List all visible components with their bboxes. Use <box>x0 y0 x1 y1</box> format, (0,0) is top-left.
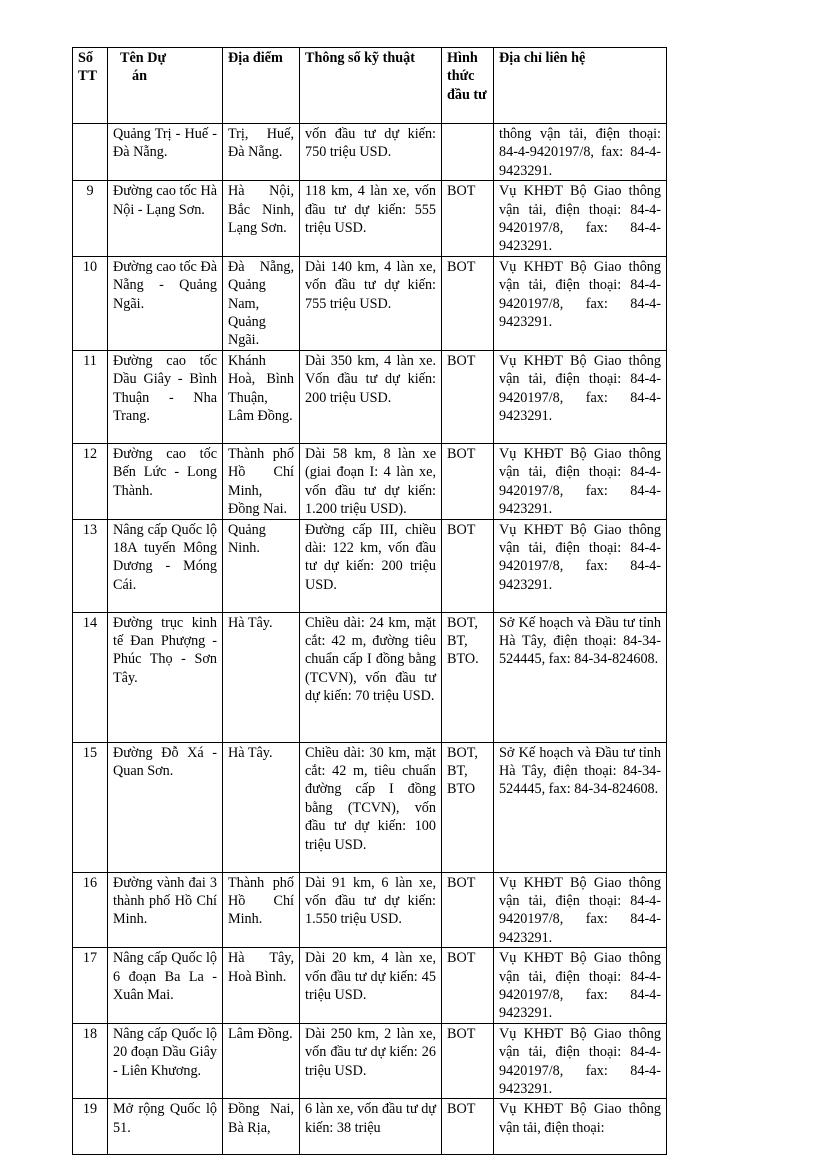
project-table <box>72 47 667 1155</box>
investment-type-cell: BOT, BT, BTO. <box>442 612 494 742</box>
header-stt <box>73 48 108 124</box>
row-number-cell: 16 <box>73 872 108 948</box>
table-row <box>73 872 667 948</box>
location-cell: Đà Nẵng, Quảng Nam, Quảng Ngãi. <box>223 256 300 350</box>
investment-type-cell: BOT <box>442 872 494 948</box>
contact-cell: thông vận tải, điện thoại: 84-4-9420197/8, fax: 84-4-9423291. <box>494 124 667 181</box>
row-number-cell: 17 <box>73 948 108 1024</box>
project-name-cell: Nâng cấp Quốc lộ 18A tuyến Mông Dương - Móng Cái. <box>108 519 223 612</box>
row-number-cell <box>73 124 108 181</box>
table-row <box>73 124 667 181</box>
specs-cell: Dài 250 km, 2 làn xe, vốn đầu tư dự kiến: 26 triệu USD. <box>300 1023 442 1099</box>
investment-type-cell: BOT <box>442 256 494 350</box>
investment-type-cell: BOT <box>442 181 494 257</box>
row-number-cell: 11 <box>73 350 108 443</box>
header-project-name <box>108 48 223 124</box>
contact-cell: Vụ KHĐT Bộ Giao thông vận tải, điện thoại: 84-4-9420197/8, fax: 84-4-9423291. <box>494 256 667 350</box>
project-name-cell: Đường vành đai 3 thành phố Hồ Chí Minh. <box>108 872 223 948</box>
location-cell: Khánh Hoà, Bình Thuận, Lâm Đồng. <box>223 350 300 443</box>
location-cell: Thành phố Hồ Chí Minh. <box>223 872 300 948</box>
investment-type-cell: BOT <box>442 948 494 1024</box>
table-row <box>73 256 667 350</box>
table-row <box>73 948 667 1024</box>
header-stt-line1: Số <box>78 50 93 66</box>
contact-cell: Vụ KHĐT Bộ Giao thông vận tải, điện thoại: 84-4-9420197/8, fax: 84-4-9423291. <box>494 519 667 612</box>
location-cell: Thành phố Hồ Chí Minh, Đồng Nai. <box>223 443 300 519</box>
table-row <box>73 181 667 257</box>
table-row <box>73 1099 667 1155</box>
row-number-cell: 18 <box>73 1023 108 1099</box>
header-specs: Thông số kỹ thuật <box>300 48 442 124</box>
table-row <box>73 350 667 443</box>
header-contact: Địa chỉ liên hệ <box>494 48 667 124</box>
contact-cell: Vụ KHĐT Bộ Giao thông vận tải, điện thoại: <box>494 1099 667 1155</box>
project-name-cell: Đường Đỗ Xá - Quan Sơn. <box>108 742 223 872</box>
row-number-cell: 19 <box>73 1099 108 1155</box>
contact-cell: Vụ KHĐT Bộ Giao thông vận tải, điện thoại: 84-4-9420197/8, fax: 84-4-9423291. <box>494 1023 667 1099</box>
row-number-cell: 14 <box>73 612 108 742</box>
investment-type-cell: BOT <box>442 1023 494 1099</box>
row-number-cell: 13 <box>73 519 108 612</box>
specs-cell: Dài 91 km, 6 làn xe, vốn đầu tư dự kiến: 1.550 triệu USD. <box>300 872 442 948</box>
location-cell: Đồng Nai, Bà Rịa, <box>223 1099 300 1155</box>
location-cell: Trị, Huế, Đà Nẵng. <box>223 124 300 181</box>
specs-cell: Chiều dài: 30 km, mặt cắt: 42 m, tiêu chuẩn đường cấp I đồng bằng (TCVN), vốn đầu tư dự kiến: 100 triệu USD. <box>300 742 442 872</box>
contact-cell: Vụ KHĐT Bộ Giao thông vận tải, điện thoại: 84-4-9420197/8, fax: 84-4-9423291. <box>494 443 667 519</box>
location-cell: Hà Tây, Hoà Bình. <box>223 948 300 1024</box>
specs-cell: vốn đầu tư dự kiến: 750 triệu USD. <box>300 124 442 181</box>
location-cell: Hà Tây. <box>223 612 300 742</box>
header-name-line1: Tên Dự <box>120 50 166 66</box>
specs-cell: 118 km, 4 làn xe, vốn đầu tư dự kiến: 555 triệu USD. <box>300 181 442 257</box>
specs-cell: Dài 20 km, 4 làn xe, vốn đầu tư dự kiến: 45 triệu USD. <box>300 948 442 1024</box>
specs-cell: Dài 140 km, 4 làn xe, vốn đầu tư dự kiến: 755 triệu USD. <box>300 256 442 350</box>
investment-type-cell: BOT, BT, BTO <box>442 742 494 872</box>
project-name-cell: Quảng Trị - Huế - Đà Nẵng. <box>108 124 223 181</box>
contact-cell: Sở Kế hoạch và Đầu tư tỉnh Hà Tây, điện thoại: 84-34-524445, fax: 84-34-824608. <box>494 742 667 872</box>
location-cell: Lâm Đồng. <box>223 1023 300 1099</box>
header-name-line2: án <box>132 68 147 85</box>
investment-type-cell <box>442 124 494 181</box>
contact-cell: Sở Kế hoạch và Đầu tư tỉnh Hà Tây, điện thoại: 84-34-524445, fax: 84-34-824608. <box>494 612 667 742</box>
row-number-cell: 15 <box>73 742 108 872</box>
project-name-cell: Đường cao tốc Đà Nẵng - Quảng Ngãi. <box>108 256 223 350</box>
contact-cell: Vụ KHĐT Bộ Giao thông vận tải, điện thoại: 84-4-9420197/8, fax: 84-4-9423291. <box>494 948 667 1024</box>
row-number-cell: 9 <box>73 181 108 257</box>
row-number-cell: 12 <box>73 443 108 519</box>
table-row <box>73 519 667 612</box>
project-name-cell: Nâng cấp Quốc lộ 20 đoạn Dầu Giây - Liên Khương. <box>108 1023 223 1099</box>
specs-cell: Chiều dài: 24 km, mặt cắt: 42 m, đường tiêu chuẩn cấp I đồng bằng (TCVN), vốn đầu tư dự kiến: 70 triệu USD. <box>300 612 442 742</box>
row-number-cell: 10 <box>73 256 108 350</box>
location-cell: Quảng Ninh. <box>223 519 300 612</box>
contact-cell: Vụ KHĐT Bộ Giao thông vận tải, điện thoại: 84-4-9420197/8, fax: 84-4-9423291. <box>494 872 667 948</box>
table-row <box>73 742 667 872</box>
investment-type-cell: BOT <box>442 443 494 519</box>
contact-cell: Vụ KHĐT Bộ Giao thông vận tải, điện thoại: 84-4-9420197/8, fax: 84-4-9423291. <box>494 181 667 257</box>
table-header-row <box>73 48 667 124</box>
location-cell: Hà Nội, Bắc Ninh, Lạng Sơn. <box>223 181 300 257</box>
project-name-cell: Mở rộng Quốc lộ 51. <box>108 1099 223 1155</box>
specs-cell: 6 làn xe, vốn đầu tư dự kiến: 38 triệu <box>300 1099 442 1155</box>
table-row <box>73 1023 667 1099</box>
table-row <box>73 443 667 519</box>
contact-cell: Vụ KHĐT Bộ Giao thông vận tải, điện thoại: 84-4-9420197/8, fax: 84-4-9423291. <box>494 350 667 443</box>
location-cell: Hà Tây. <box>223 742 300 872</box>
investment-type-cell: BOT <box>442 350 494 443</box>
specs-cell: Đường cấp III, chiều dài: 122 km, vốn đầu tư dự kiến: 200 triệu USD. <box>300 519 442 612</box>
specs-cell: Dài 58 km, 8 làn xe (giai đoạn I: 4 làn xe, vốn đầu tư dự kiến: 1.200 triệu USD). <box>300 443 442 519</box>
header-investment-type: Hình thức đầu tư <box>442 48 494 124</box>
project-name-cell: Đường trục kinh tế Đan Phượng - Phúc Thọ - Sơn Tây. <box>108 612 223 742</box>
project-name-cell: Đường cao tốc Hà Nội - Lạng Sơn. <box>108 181 223 257</box>
project-name-cell: Nâng cấp Quốc lộ 6 đoạn Ba La - Xuân Mai. <box>108 948 223 1024</box>
header-stt-line2: TT <box>78 68 97 85</box>
project-name-cell: Đường cao tốc Dầu Giây - Bình Thuận - Nha Trang. <box>108 350 223 443</box>
project-name-cell: Đường cao tốc Bến Lức - Long Thành. <box>108 443 223 519</box>
investment-type-cell: BOT <box>442 519 494 612</box>
table-row <box>73 612 667 742</box>
header-location: Địa điểm <box>223 48 300 124</box>
specs-cell: Dài 350 km, 4 làn xe. Vốn đầu tư dự kiến: 200 triệu USD. <box>300 350 442 443</box>
investment-type-cell: BOT <box>442 1099 494 1155</box>
